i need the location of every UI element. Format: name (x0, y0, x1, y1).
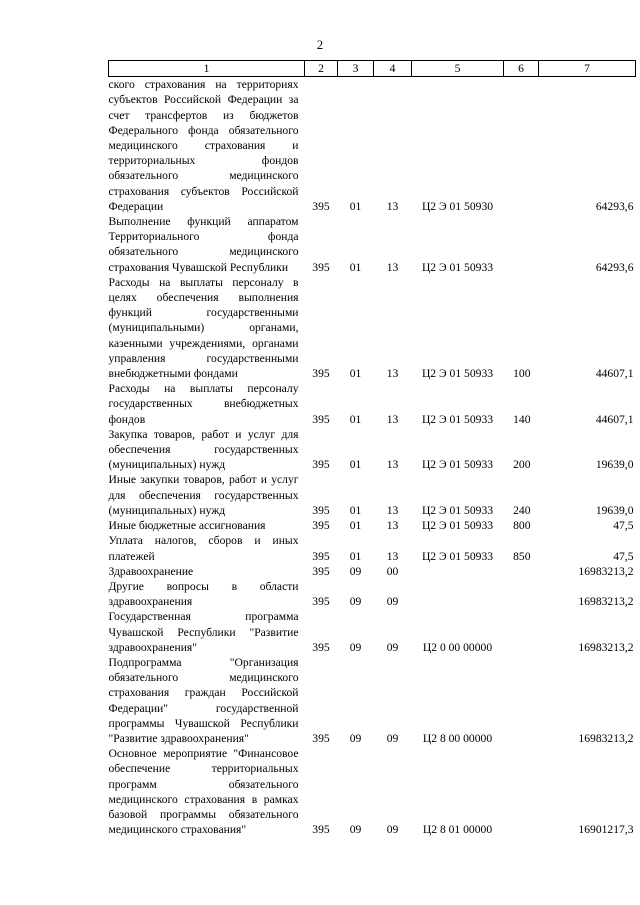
header-cell-7: 7 (539, 61, 636, 77)
row-col3: 01 (349, 519, 362, 533)
row-col5 (412, 579, 504, 609)
row-col3: 01 (349, 458, 362, 472)
row-col7: 16983213,2 (578, 595, 634, 609)
table-row (109, 472, 636, 518)
row-col5: Ц2 0 00 00000 (422, 640, 493, 654)
row-col2: 395 (312, 412, 330, 426)
row-col7: 47,5 (613, 519, 634, 533)
row-name: Другие вопросы в области здравоохранения (108, 579, 299, 609)
budget-table (108, 60, 636, 837)
row-col7: 19639,0 (595, 458, 634, 472)
row-col6 (504, 214, 539, 275)
row-col5: Ц2 Э 01 50930 (421, 199, 494, 213)
row-col6 (504, 77, 539, 214)
table-row (109, 427, 636, 473)
row-name: Подпрограмма "Организация обязательного медицинского страхования граждан Российской Федерации" государственной программы Чувашской Республики "Развитие здравоохранения" (108, 655, 299, 745)
row-col6: 200 (513, 458, 531, 472)
row-col4: 13 (386, 503, 399, 517)
header-row (109, 61, 636, 77)
row-col3: 09 (349, 823, 362, 837)
row-col5: Ц2 Э 01 50933 (421, 549, 494, 563)
row-col7: 44607,1 (595, 412, 634, 426)
row-col6 (504, 564, 539, 579)
row-col2: 395 (312, 564, 330, 578)
row-col2: 395 (312, 367, 330, 381)
header-cell-5: 5 (412, 61, 504, 77)
table-row (109, 564, 636, 579)
row-col7: 44607,1 (595, 367, 634, 381)
row-col7: 16901217,3 (578, 823, 634, 837)
row-col3: 01 (349, 199, 362, 213)
row-col7: 19639,0 (595, 503, 634, 517)
row-col5: Ц2 Э 01 50933 (421, 503, 494, 517)
row-col5: Ц2 8 01 00000 (422, 823, 493, 837)
row-name: Иные закупки товаров, работ и услуг для обеспечения государственных (муниципальных) нужд (108, 473, 299, 517)
header-cell-3: 3 (338, 61, 374, 77)
row-col6 (504, 746, 539, 837)
row-col2: 395 (312, 519, 330, 533)
row-col4: 09 (386, 731, 399, 745)
row-col5: Ц2 Э 01 50933 (421, 412, 494, 426)
row-col2: 395 (312, 458, 330, 472)
row-col4: 13 (386, 519, 399, 533)
row-col3: 01 (349, 549, 362, 563)
row-col6: 800 (513, 519, 531, 533)
table-row (109, 533, 636, 563)
table-row (109, 579, 636, 609)
header-cell-1: 1 (109, 61, 305, 77)
row-col3: 01 (349, 367, 362, 381)
row-col4: 00 (386, 564, 399, 578)
row-col7: 47,5 (613, 549, 634, 563)
row-name: Основное мероприятие "Финансовое обеспечение территориальных программ обязательного медицинского страхования в рамках базовой программы обязательного медицинского страхования" (108, 747, 299, 837)
table-row (109, 275, 636, 381)
row-col2: 395 (312, 595, 330, 609)
row-col2: 395 (312, 731, 330, 745)
row-col3: 09 (349, 640, 362, 654)
row-col5: Ц2 Э 01 50933 (421, 367, 494, 381)
row-col7: 16983213,2 (578, 731, 634, 745)
row-col6 (504, 579, 539, 609)
table-row (109, 655, 636, 746)
row-col3: 01 (349, 260, 362, 274)
row-name: Выполнение функций аппаратом Территориального фонда обязательного медицинского страхования Чувашской Республики (108, 215, 299, 274)
table-row (109, 609, 636, 655)
row-col5: Ц2 Э 01 50933 (421, 260, 494, 274)
header-cell-4: 4 (374, 61, 412, 77)
row-name: Закупка товаров, работ и услуг для обеспечения государственных (муниципальных) нужд (108, 427, 299, 472)
table-row (109, 77, 636, 214)
row-col4: 13 (386, 260, 399, 274)
row-col2: 395 (312, 503, 330, 517)
row-col3: 09 (349, 595, 362, 609)
row-col2: 395 (312, 549, 330, 563)
header-cell-2: 2 (305, 61, 338, 77)
row-name: Расходы на выплаты персоналу государственных внебюджетных фондов (108, 382, 299, 426)
page-number: 2 (316, 38, 324, 52)
row-col6: 850 (513, 549, 531, 563)
row-col5: Ц2 8 00 00000 (422, 731, 493, 745)
row-col2: 395 (312, 260, 330, 274)
row-col6: 240 (513, 503, 531, 517)
row-col4: 13 (386, 199, 399, 213)
row-col3: 09 (349, 564, 362, 578)
row-col3: 01 (349, 412, 362, 426)
row-col2: 395 (312, 823, 330, 837)
row-name: Иные бюджетные ассигнования (108, 519, 266, 533)
row-col5: Ц2 Э 01 50933 (421, 519, 494, 533)
row-col3: 09 (349, 731, 362, 745)
row-col4: 13 (386, 458, 399, 472)
row-col5 (412, 564, 504, 579)
row-col6: 100 (513, 367, 531, 381)
row-name: Расходы на выплаты персоналу в целях обеспечения выполнения функций государственными (муниципальными) органами, казенными учреждениями, органами управления государственными внебюджетными фондами (108, 275, 299, 381)
table-row (109, 518, 636, 533)
row-col5: Ц2 Э 01 50933 (421, 458, 494, 472)
table-row (109, 381, 636, 427)
row-name: Уплата налогов, сборов и иных платежей (108, 534, 299, 563)
row-col7: 16983213,2 (578, 564, 634, 578)
row-col2: 395 (312, 199, 330, 213)
row-col4: 13 (386, 412, 399, 426)
row-col4: 13 (386, 549, 399, 563)
row-col2: 395 (312, 640, 330, 654)
row-col4: 09 (386, 595, 399, 609)
row-col7: 16983213,2 (578, 640, 634, 654)
row-col4: 09 (386, 823, 399, 837)
row-col6 (504, 609, 539, 655)
row-col7: 64293,6 (595, 199, 634, 213)
row-name: Здравоохранение (108, 564, 194, 578)
row-col3: 01 (349, 503, 362, 517)
row-col6: 140 (513, 412, 531, 426)
row-name: ского страхования на территориях субъектов Российской Федерации за счет трансфертов из бюджетов Федерального фонда обязательного медицинского страхования и территориальных фондов обязательного медицинского страхования субъектов Российской Федерации (108, 78, 299, 213)
header-cell-6: 6 (504, 61, 539, 77)
row-col6 (504, 655, 539, 746)
row-name: Государственная программа Чувашской Республики "Развитие здравоохранения" (108, 610, 299, 654)
table-row (109, 746, 636, 837)
row-col7: 64293,6 (595, 260, 634, 274)
row-col4: 09 (386, 640, 399, 654)
table-row (109, 214, 636, 275)
row-col4: 13 (386, 367, 399, 381)
